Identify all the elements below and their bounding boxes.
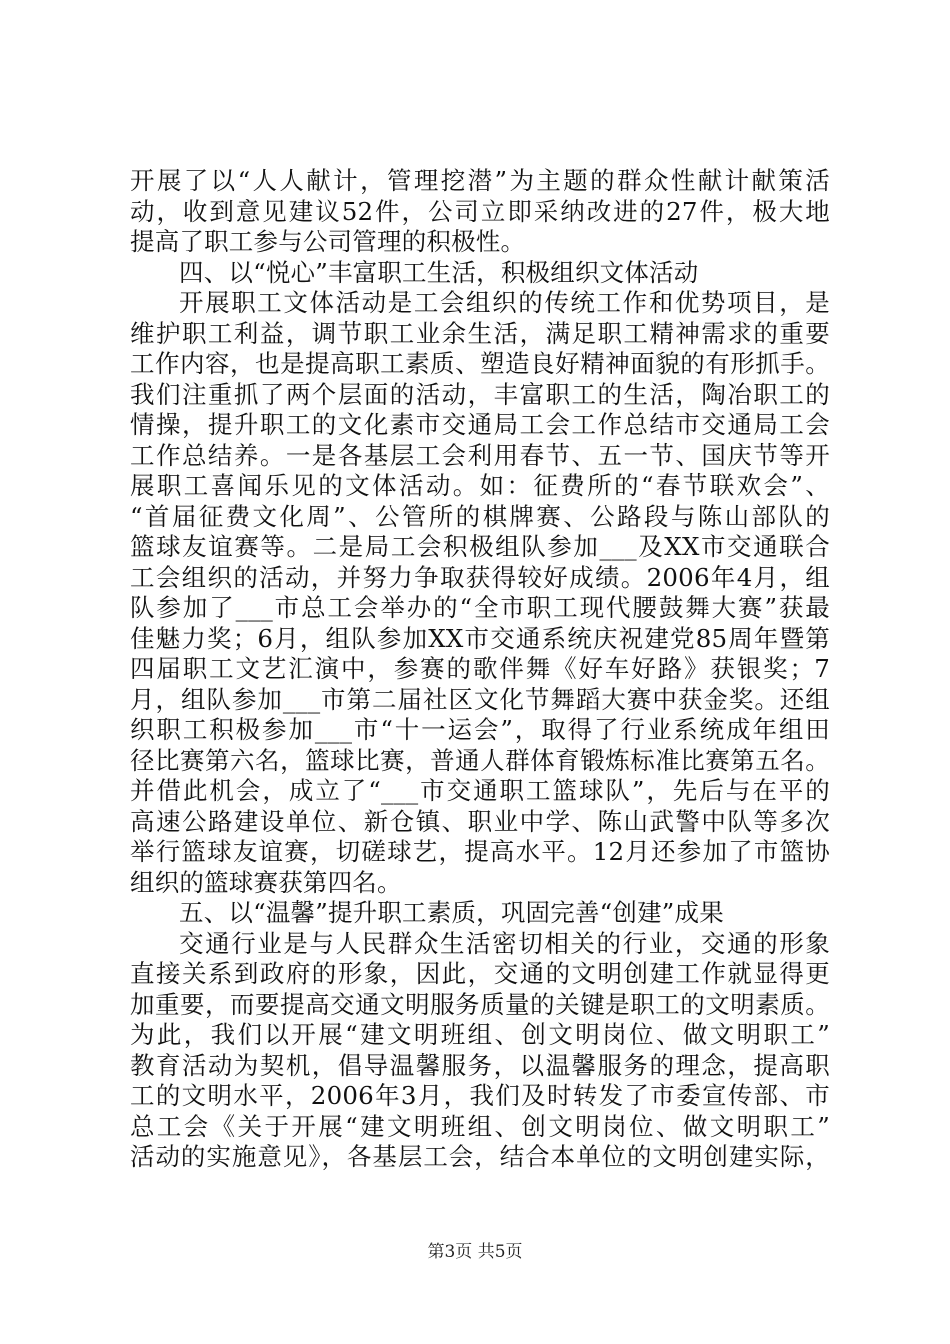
text-line: 交通行业是与人民群众生活密切相关的行业，交通的形象 [179, 928, 830, 958]
text-line: 四、以“悦心”丰富职工生活，积极组织文体活动 [179, 257, 699, 287]
text-line: 四届职工文艺汇演中，参赛的歌伴舞《好车好路》获银奖；7 [130, 654, 830, 683]
text-line: 加重要，而要提高交通文明服务质量的关键是职工的文明素质。 [130, 989, 830, 1019]
text-line: 提高了职工参与公司管理的积极性。 [130, 227, 526, 256]
text-line: 开展了以“人人献计，管理挖潜”为主题的群众性献计献策活 [130, 166, 830, 195]
text-line: 开展职工文体活动是工会组织的传统工作和优势项目，是 [179, 288, 830, 317]
text-line: 举行篮球友谊赛，切磋球艺，提高水平。12月还参加了市篮协 [130, 837, 830, 866]
text-line: 织职工积极参加___市“十一运会”，取得了行业系统成年组田 [130, 715, 830, 744]
page-number-footer: 第3页 共5页 [427, 1242, 523, 1262]
text-line: 动，收到意见建议52件，公司立即采纳改进的27件，极大地 [130, 196, 830, 226]
text-line: 工作内容，也是提高职工素质、塑造良好精神面貌的有形抓手。 [130, 349, 830, 378]
text-line: 工会组织的活动，并努力争取获得较好成绩。2006年4月，组 [130, 562, 830, 592]
text-line: 为此，我们以开展“建文明班组、创文明岗位、做文明职工” [130, 1020, 830, 1049]
text-line: 活动的实施意见》，各基层工会，结合本单位的文明创建实际， [130, 1142, 830, 1171]
text-line: 总工会《关于开展“建文明班组、创文明岗位、做文明职工” [130, 1111, 830, 1141]
text-line: 展职工喜闻乐见的文体活动。如：征费所的“春节联欢会”、 [130, 471, 830, 500]
text-line: 月，组队参加___市第二届社区文化节舞蹈大赛中获金奖。还组 [130, 684, 830, 714]
text-line: 高速公路建设单位、新仓镇、职业中学、陈山武警中队等多次 [130, 806, 830, 836]
text-line: “首届征费文化周”、公管所的棋牌赛、公路段与陈山部队的 [130, 501, 830, 531]
text-line: 直接关系到政府的形象，因此，交通的文明创建工作就显得更 [130, 959, 830, 988]
text-line: 五、以“温馨”提升职工素质，巩固完善“创建”成果 [179, 898, 724, 927]
text-line: 维护职工利益，调节职工业余生活，满足职工精神需求的重要 [130, 318, 830, 348]
text-line: 队参加了___市总工会举办的“全市职工现代腰鼓舞大赛”获最 [130, 593, 830, 622]
text-line: 佳魅力奖；6月，组队参加XX市交通系统庆祝建党85周年暨第 [130, 623, 830, 653]
text-line: 我们注重抓了两个层面的活动，丰富职工的生活，陶冶职工的 [130, 379, 830, 409]
text-line: 并借此机会，成立了“___市交通职工篮球队”，先后与在平的 [130, 776, 830, 805]
text-line: 径比赛第六名，篮球比赛，普通人群体育锻炼标准比赛第五名。 [130, 745, 830, 775]
text-line: 情操，提升职工的文化素市交通局工会工作总结市交通局工会 [130, 410, 830, 439]
text-line: 篮球友谊赛等。二是局工会积极组队参加___及XX市交通联合 [130, 532, 830, 561]
document-body [130, 166, 830, 1173]
text-line: 工作总结养。一是各基层工会利用春节、五一节、国庆节等开 [130, 440, 830, 470]
text-line: 教育活动为契机，倡导温馨服务，以温馨服务的理念，提高职 [130, 1050, 830, 1080]
text-line: 组织的篮球赛获第四名。 [130, 867, 402, 897]
text-line: 工的文明水平，2006年3月，我们及时转发了市委宣传部、市 [130, 1081, 830, 1110]
